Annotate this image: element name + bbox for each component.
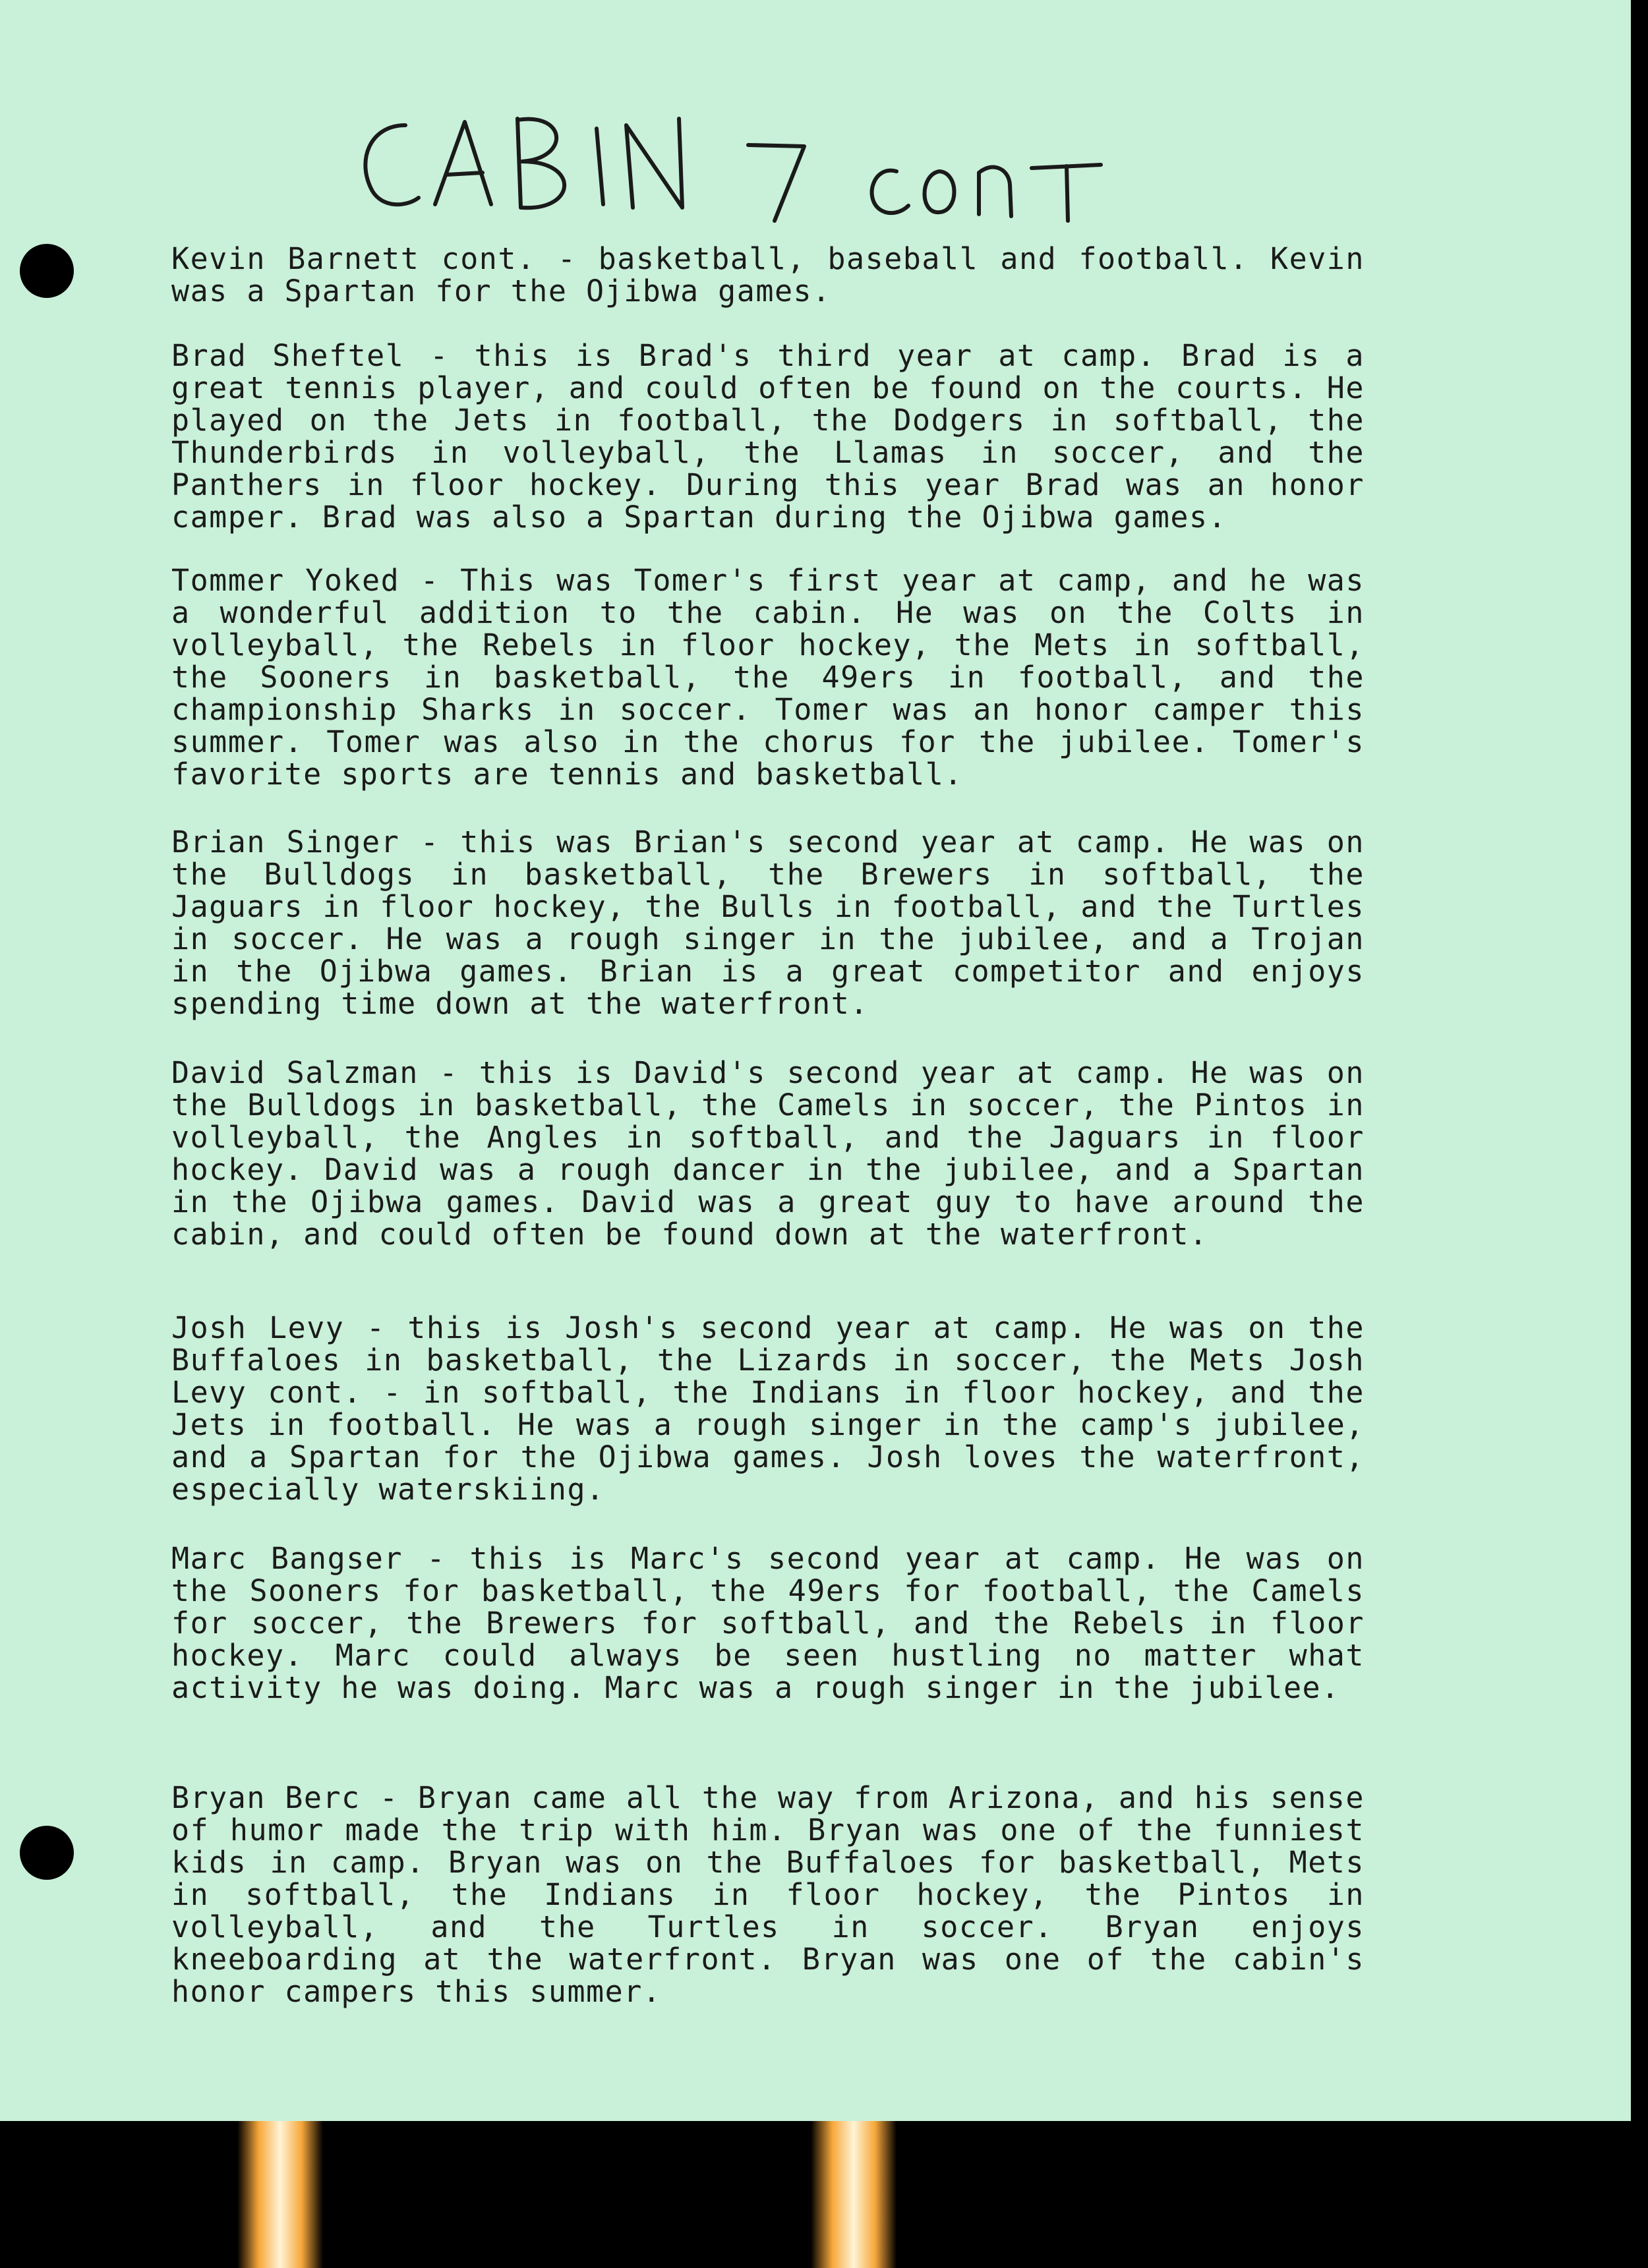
paragraph-brad-sheftel: Brad Sheftel - this is Brad's third year at camp. Brad is a great tennis player, and could often be found on the courts. He played on the Jets in football, the Dodgers in softball, the Thunderbirds in volleyball, the Llamas in soccer, and the Panthers in floor hockey. During this year Brad was an honor camper. Brad was also a Spartan during the Ojibwa games. (171, 338, 1365, 535)
scan-edge-band (1631, 0, 1648, 2121)
handwritten-heading (343, 99, 1134, 224)
paragraph-josh-levy: Josh Levy - this is Josh's second year at camp. He was on the Buffaloes in basketball, the Lizards in soccer, the Mets Josh Levy cont. - in softball, the Indians in floor hockey, and the Jets in football. He was a rough singer in the camp's jubilee, and a Spartan for the Ojibwa games. Josh loves the waterfront, especially waterskiing. (171, 1310, 1365, 1507)
paragraph-kevin-barnett: Kevin Barnett cont. - basketball, baseball and football. Kevin was a Spartan for the Ojibwa games. (171, 241, 1365, 308)
paragraph-tommer-yoked: Tommer Yoked - This was Tomer's first year at camp, and he was a wonderful addition to the cabin. He was on the Colts in volleyball, the Rebels in floor hockey, the Mets in softball, the Sooners in basketball, the 49ers in football, and the championship Sharks in soccer. Tomer was an honor camper this summer. Tomer was also in the chorus for the jubilee. Tomer's favorite sports are tennis and basketball. (171, 563, 1365, 792)
paragraph-bryan-berc: Bryan Berc - Bryan came all the way from Arizona, and his sense of humor made the trip with him. Bryan was one of the funniest kids in camp. Bryan was on the Buffaloes for basketball, Mets in softball, the Indians in floor hockey, the Pintos in volleyball, and the Turtles in soccer. Bryan enjoys kneeboarding at the waterfront. Bryan was one of the cabin's honor campers this summer. (171, 1780, 1365, 2009)
paragraph-david-salzman: David Salzman - this is David's second year at camp. He was on the Bulldogs in basketball, the Camels in soccer, the Pintos in volleyball, the Angles in softball, and the Jaguars in floor hockey. David was a rough dancer in the jubilee, and a Spartan in the Ojibwa games. David was a great guy to have around the cabin, and could often be found down at the waterfront. (171, 1055, 1365, 1252)
punch-hole-bottom (20, 1826, 74, 1880)
punch-hole-top (20, 244, 74, 298)
handwritten-heading-drawing (343, 99, 1134, 224)
paragraph-marc-bangser: Marc Bangser - this is Marc's second year at camp. He was on the Sooners for basketball, the 49ers for football, the Camels for soccer, the Brewers for softball, and the Rebels in floor hockey. Marc could always be seen hustling no matter what activity he was doing. Marc was a rough singer in the jubilee. (171, 1541, 1365, 1705)
scanner-light-artifact-left (237, 2121, 323, 2268)
scanner-light-artifact-right (811, 2121, 897, 2268)
paragraph-brian-singer: Brian Singer - this was Brian's second year at camp. He was on the Bulldogs in basketball, the Brewers in softball, the Jaguars in floor hockey, the Bulls in football, and the Turtles in soccer. He was a rough singer in the jubilee, and a Trojan in the Ojibwa games. Brian is a great competitor and enjoys spending time down at the waterfront. (171, 825, 1365, 1021)
